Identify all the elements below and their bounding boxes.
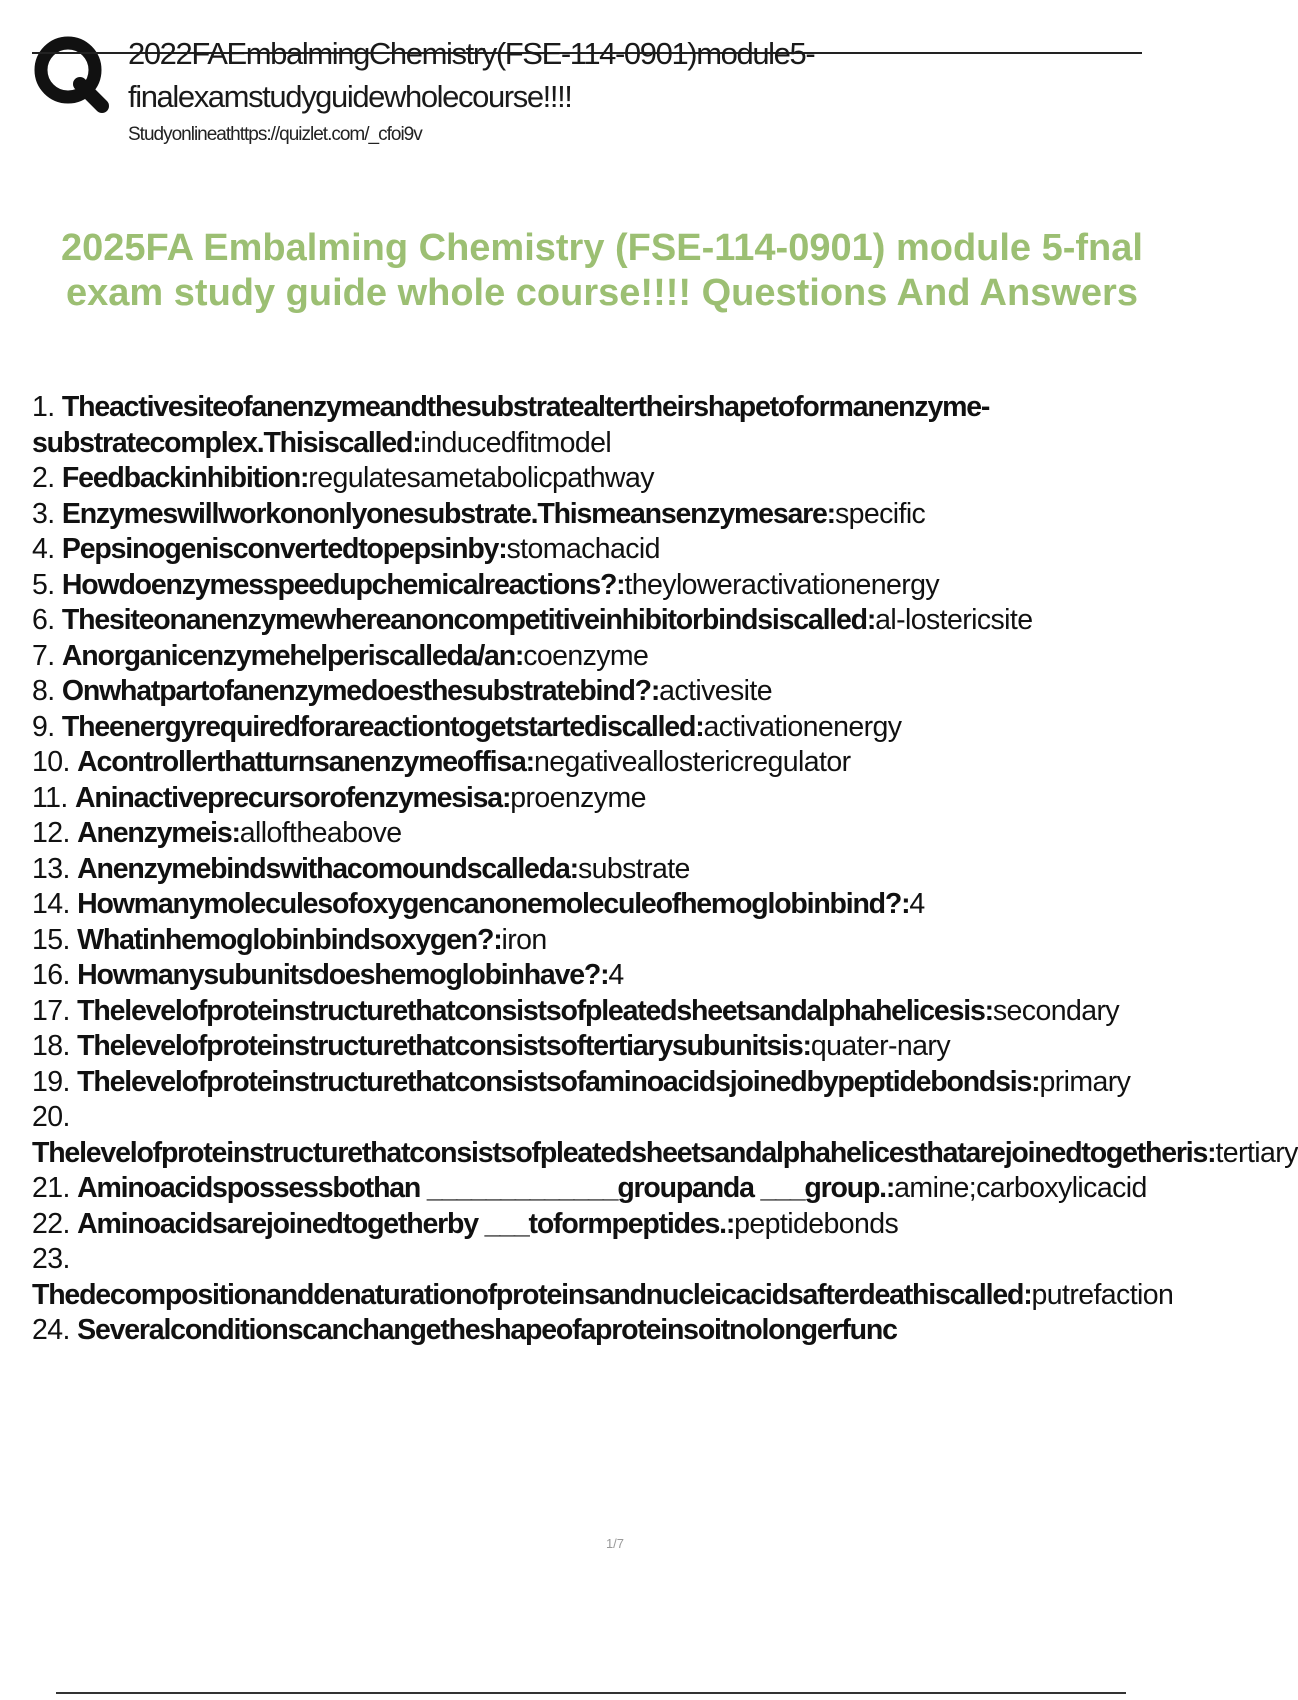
- qa-item: [32, 1207, 1182, 1243]
- answer-text: substrate: [577, 852, 690, 885]
- answer-text: alloftheabove: [239, 817, 402, 849]
- question-number: 1.: [32, 391, 55, 423]
- answer-text: amine;carboxylicacid: [894, 1172, 1147, 1204]
- question-text: Thelevelofproteinstructurethatconsistsofaminoacidsjoinedbypeptidebondsis:: [77, 1065, 1040, 1098]
- qa-list: [32, 390, 1298, 1349]
- footer-divider: [56, 1692, 1126, 1694]
- qa-item: [32, 1242, 1182, 1313]
- question-text: Anenzymebindswithacomoundscalleda:: [77, 852, 578, 885]
- question-text: Theactivesiteofanenzymeandthesubstratealtertheirshapetoformanenzyme-substratecomplex.Thisiscalled:: [32, 391, 990, 459]
- qa-item: [32, 1029, 1182, 1065]
- question-number: 19.: [32, 1065, 70, 1098]
- question-text: Thelevelofproteinstructurethatconsistsofpleatedsheetsandalphahelicesthatarejoinedtogetheris:: [32, 1136, 1216, 1169]
- question-number: 7.: [32, 639, 55, 672]
- qa-item: [32, 781, 1182, 817]
- question-number: 22.: [32, 1207, 70, 1240]
- answer-text: specific: [834, 497, 926, 530]
- answer-text: activationenergy: [703, 710, 902, 743]
- qa-item: [32, 1065, 1182, 1101]
- qa-item: [32, 958, 1182, 994]
- question-text: Aninactiveprecursorofenzymesisa:: [75, 781, 511, 814]
- document-title: 2025FA Embalming Chemistry (FSE-114-0901) module 5-fnal exam study guide whole course!!!! Questions And Answers: [61, 227, 1143, 314]
- answer-text: 4: [608, 959, 624, 991]
- answer-text: al-lostericsite: [875, 604, 1033, 636]
- qa-item: [32, 674, 1182, 710]
- question-text: Thelevelofproteinstructurethatconsistsofpleatedsheetsandalphahelicesis:: [77, 994, 993, 1027]
- question-number: 2.: [32, 462, 55, 494]
- answer-text: theyloweractivationenergy: [624, 568, 940, 601]
- question-text: Pepsinogenisconvertedtopepsinby:: [61, 533, 507, 565]
- qa-item: [32, 1171, 1182, 1207]
- qa-item: [32, 568, 1182, 604]
- qa-item: [32, 603, 1182, 639]
- qa-item: [32, 816, 1182, 852]
- qa-item: [32, 1100, 1298, 1171]
- question-number: 8.: [32, 675, 55, 707]
- question-text: Thedecompositionanddenaturationofproteinsandnucleicacidsafterdeathiscalled:: [32, 1278, 1032, 1311]
- question-number: 6.: [32, 604, 55, 636]
- answer-text: inducedfitmodel: [420, 426, 612, 459]
- question-text: Howdoenzymesspeedupchemicalreactions?:: [61, 568, 625, 601]
- qa-item: [32, 852, 1182, 888]
- question-number: 4.: [32, 533, 55, 565]
- answer-text: negativeallostericregulator: [533, 746, 851, 778]
- question-text: Anenzymeis:: [77, 817, 240, 849]
- question-text: Whatinhemoglobinbindsoxygen?:: [77, 923, 502, 956]
- question-text: Aminoacidsarejoinedtogetherby ___toformpeptides.:: [77, 1207, 735, 1240]
- qa-item: [32, 1313, 1182, 1349]
- header-title: 2022FAEmbalmingChemistry(FSE-114-0901)module5-finalexamstudyguidewholecourse!!!!: [128, 36, 815, 114]
- answer-text: iron: [501, 923, 547, 956]
- question-number: 24.: [32, 1314, 70, 1346]
- question-text: Howmanymoleculesofoxygencanonemoleculeofhemoglobinbind?:: [77, 888, 910, 920]
- qa-item: [32, 639, 1182, 675]
- question-text: Feedbackinhibition:: [61, 462, 309, 494]
- qa-item: [32, 710, 1182, 746]
- answer-text: quater-nary: [810, 1030, 950, 1062]
- question-text: Acontrollerthatturnsanenzymeoffisa:: [77, 746, 534, 778]
- question-text: Aminoacidspossessbothan _____________groupanda ___group.:: [77, 1172, 895, 1204]
- answer-text: tertiary: [1215, 1136, 1298, 1169]
- question-number: 18.: [32, 1030, 70, 1062]
- question-number: 20.: [32, 1101, 70, 1133]
- qa-item: [32, 497, 1182, 533]
- answer-text: stomachacid: [506, 533, 660, 565]
- qa-item: [32, 994, 1182, 1030]
- answer-text: 4: [909, 888, 925, 920]
- question-number: 9.: [32, 710, 55, 743]
- answer-text: peptidebonds: [734, 1207, 899, 1240]
- question-text: Howmanysubunitsdoeshemoglobinhave?:: [77, 959, 609, 991]
- page-number: 1/7: [605, 1536, 625, 1551]
- answer-text: secondary: [992, 994, 1119, 1027]
- question-text: Thelevelofproteinstructurethatconsistsoftertiarysubunitsis:: [77, 1030, 811, 1062]
- question-text: Thesiteonanenzymewhereanoncompetitiveinhibitorbindsiscalled:: [61, 604, 876, 636]
- answer-text: primary: [1039, 1065, 1131, 1098]
- qa-item: [32, 745, 1182, 781]
- question-text: Onwhatpartofanenzymedoesthesubstratebind?:: [61, 675, 660, 707]
- answer-text: putrefaction: [1031, 1278, 1174, 1311]
- qa-item: [32, 461, 1182, 497]
- question-text: Theenergyrequiredforareactiontogetstartediscalled:: [61, 710, 704, 743]
- qa-item: [32, 923, 1182, 959]
- study-online-link[interactable]: Studyonlineathttps://quizlet.com/_cfoi9v: [128, 124, 422, 145]
- question-number: 23.: [32, 1243, 70, 1275]
- question-number: 12.: [32, 817, 70, 849]
- qa-item: [32, 390, 1182, 461]
- question-text: Enzymeswillworkononlyonesubstrate.Thismeansenzymesare:: [61, 497, 835, 530]
- answer-text: regulatesametabolicpathway: [308, 462, 654, 494]
- question-number: 5.: [32, 568, 55, 601]
- qa-item: [32, 887, 1182, 923]
- document-header: [32, 28, 1142, 158]
- qa-item: [32, 532, 1182, 568]
- answer-text: coenzyme: [523, 639, 649, 672]
- question-number: 17.: [32, 994, 70, 1027]
- answer-text: activesite: [659, 675, 772, 707]
- question-text: Anorganicenzymehelperiscalleda/an:: [61, 639, 524, 672]
- question-number: 15.: [32, 923, 70, 956]
- answer-text: proenzyme: [510, 781, 646, 814]
- question-number: 13.: [32, 852, 70, 885]
- question-number: 16.: [32, 959, 70, 991]
- question-number: 10.: [32, 746, 70, 778]
- question-number: 21.: [32, 1172, 70, 1204]
- quizlet-logo-icon: [32, 32, 110, 110]
- question-number: 3.: [32, 497, 55, 530]
- question-number: 14.: [32, 888, 70, 920]
- question-number: 11.: [32, 781, 68, 814]
- question-text: Severalconditionscanchangetheshapeofaproteinsoitnolongerfunc: [77, 1314, 897, 1346]
